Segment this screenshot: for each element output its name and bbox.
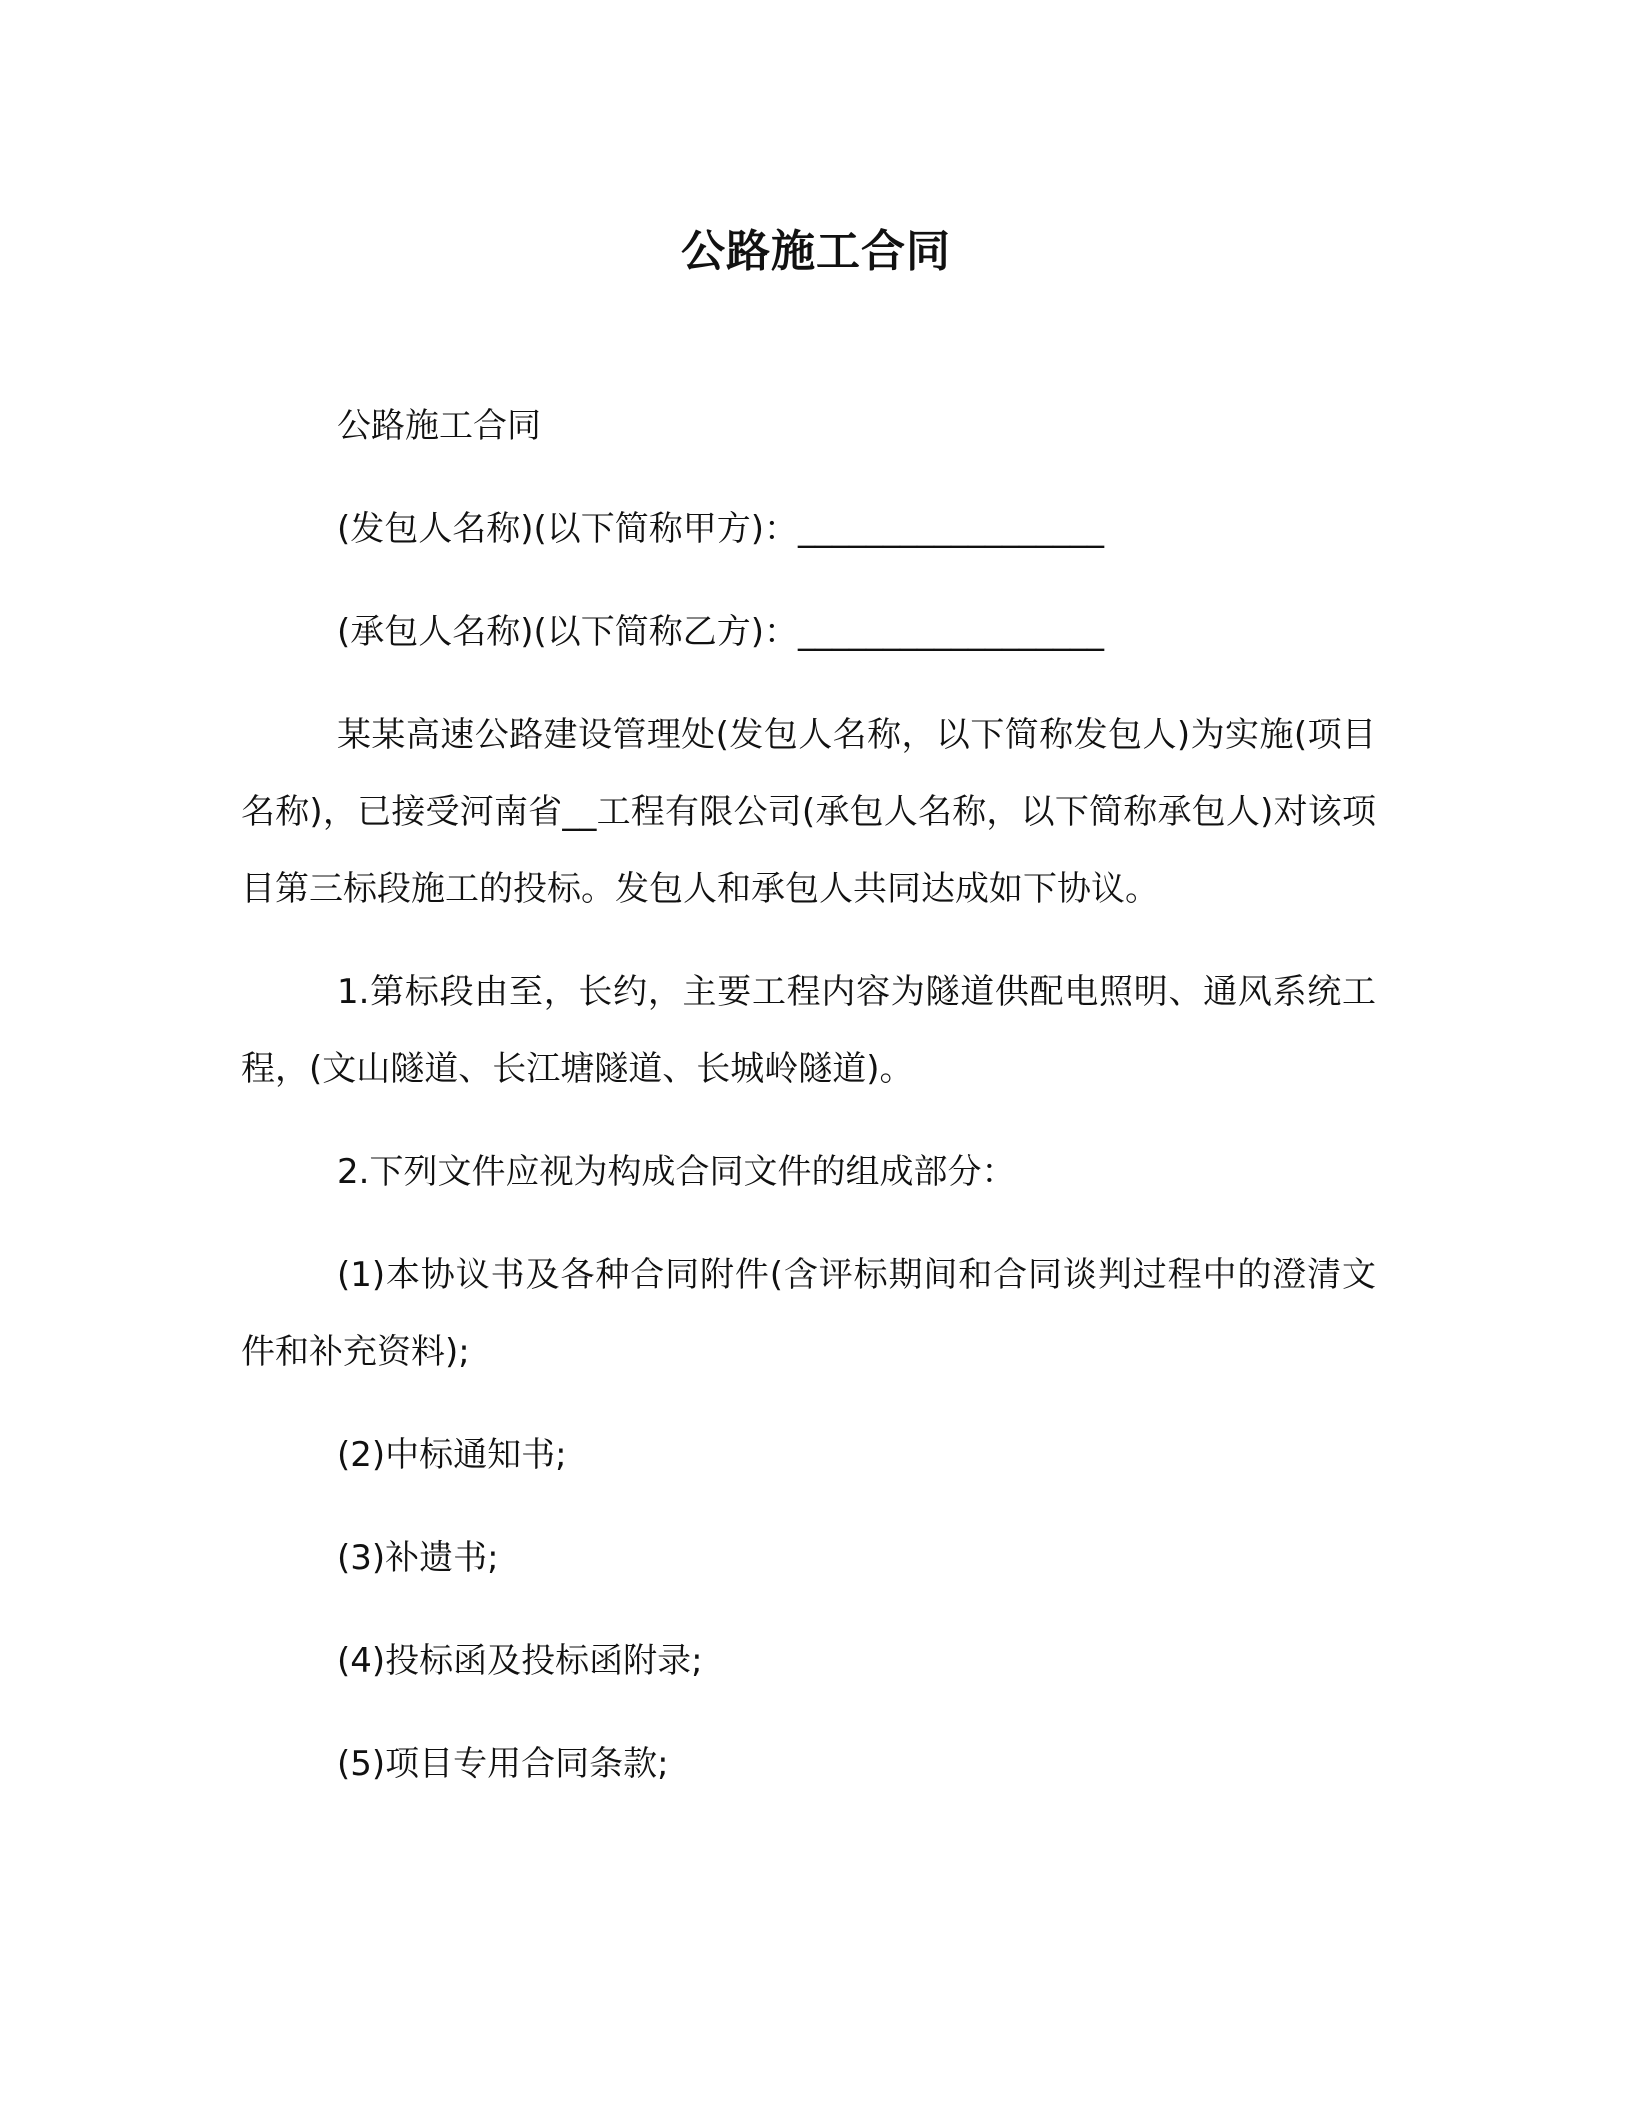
- list-item-3: (3)补遗书;: [337, 1538, 499, 1578]
- list-item-1: (1)本协议书及各种合同附件(含评标期间和合同谈判过程中的澄清文件和补充资料);: [241, 1255, 1376, 1372]
- document-body: [241, 388, 1376, 1829]
- list-item-5: (5)项目专用合同条款;: [337, 1744, 669, 1784]
- party-b-line: (承包人名称)(以下简称乙方)：__________________: [337, 612, 1105, 652]
- list-item-4: (4)投标函及投标函附录;: [337, 1641, 703, 1681]
- party-a-line: (发包人名称)(以下简称甲方)：__________________: [337, 509, 1105, 549]
- clause-2-paragraph: 2.下列文件应视为构成合同文件的组成部分：: [337, 1152, 1016, 1192]
- list-item-2: (2)中标通知书;: [337, 1435, 567, 1475]
- intro-paragraph: 某某高速公路建设管理处(发包人名称，以下简称发包人)为实施(项目名称)，已接受河南省__工程有限公司(承包人名称，以下简称承包人)对该项目第三标段施工的投标。发包人和承包人共同达成如下协议。: [241, 715, 1376, 909]
- clause-1-paragraph: 1.第标段由至，长约，主要工程内容为隧道供配电照明、通风系统工程，(文山隧道、长江塘隧道、长城岭隧道)。: [241, 972, 1376, 1089]
- subtitle-paragraph: 公路施工合同: [337, 406, 541, 446]
- document-title: 公路施工合同: [681, 226, 951, 277]
